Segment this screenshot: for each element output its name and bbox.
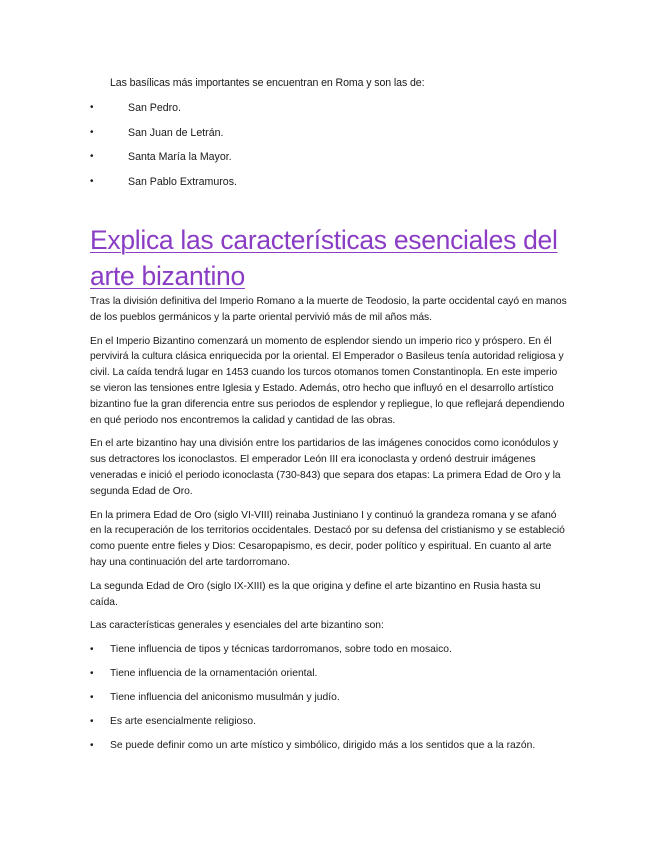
list-item xyxy=(90,738,568,762)
list-item xyxy=(90,666,568,690)
list-item-text: Tiene influencia del aniconismo musulmán y judío. xyxy=(110,692,340,704)
bullet-icon: • xyxy=(90,644,94,656)
paragraph: Las características generales y esenciales del arte bizantino son: xyxy=(90,620,384,632)
bullet-icon: • xyxy=(90,668,94,680)
section-heading: Explica las características esenciales del arte bizantino xyxy=(90,225,558,291)
list-item-text: Tiene influencia de tipos y técnicas tardorromanos, sobre todo en mosaico. xyxy=(110,644,452,656)
list-item-text: San Pablo Extramuros. xyxy=(128,175,237,188)
bullet-icon: • xyxy=(90,151,94,162)
list-item xyxy=(90,690,568,714)
list-item-text: Tiene influencia de la ornamentación oriental. xyxy=(110,668,318,680)
bullet-icon: • xyxy=(90,102,94,113)
bullet-icon: • xyxy=(90,740,94,752)
list-item-text: San Juan de Letrán. xyxy=(128,126,224,139)
paragraph: En la primera Edad de Oro (siglo VI-VIII) reinaba Justiniano I y continuó la grandeza romana y se afanó en la recuperación de los territorios occidentales. Destacó por su defensa del cristianismo y se estableció como puente entre fieles y Dios: Cesaropapismo, es decir, poder político y espiritual. En cuanto al arte hay una continuación del arte tardorromano. xyxy=(90,509,565,568)
list-item-text: Se puede definir como un arte místico y simbólico, dirigido más a los sentidos que a la razón. xyxy=(110,740,536,752)
bullet-icon: • xyxy=(90,175,94,187)
paragraph: En el arte bizantino hay una división entre los partidarios de las imágenes conocidos como iconódulos y sus detractores los iconoclastos. El emperador León III era iconoclasta y ordenó destruir imágenes veneradas e inició el periodo iconoclasta (730-843) que separa dos etapas: La primera Edad de Oro y la segunda Edad de Oro. xyxy=(90,438,561,497)
list-item xyxy=(90,642,568,666)
bullet-icon: • xyxy=(90,692,94,704)
intro-text: Las basílicas más importantes se encuentran en Roma y son las de: xyxy=(110,77,425,89)
bullet-icon: • xyxy=(90,126,94,138)
body-content xyxy=(90,294,568,762)
paragraph: En el Imperio Bizantino comenzará un momento de esplendor siendo un imperio rico y próspero. En él pervivirá la cultura clásica enriquecida por la oriental. El Emperador o Basileus tenía autoridad religiosa y civil. La caída tendrá lugar en 1453 cuando los turcos otomanos tomen Constantinopla. En este imperio se vieron las tensiones entre Iglesia y Estado. Además, otro hecho que influyó en el desarrollo artístico bizantino fue la gran diferencia entre sus periodos de esplendor y repliegue, lo que reflejará dependiendo en qué periodo nos encontremos la calidad y cantidad de las obras. xyxy=(90,335,565,426)
list-item-text: Es arte esencialmente religioso. xyxy=(110,716,256,728)
bullet-icon: • xyxy=(90,716,94,728)
list-item xyxy=(90,714,568,738)
list-item-text: San Pedro. xyxy=(128,102,182,114)
paragraph: Tras la división definitiva del Imperio Romano a la muerte de Teodosio, la parte occidental cayó en manos de los pueblos germánicos y la parte oriental pervivió más de mil años más. xyxy=(90,296,567,323)
characteristics-list xyxy=(90,642,568,762)
paragraph: La segunda Edad de Oro (siglo IX-XIII) es la que origina y define el arte bizantino en Rusia hasta su caída. xyxy=(90,580,541,608)
list-item-text: Santa María la Mayor. xyxy=(128,151,232,163)
